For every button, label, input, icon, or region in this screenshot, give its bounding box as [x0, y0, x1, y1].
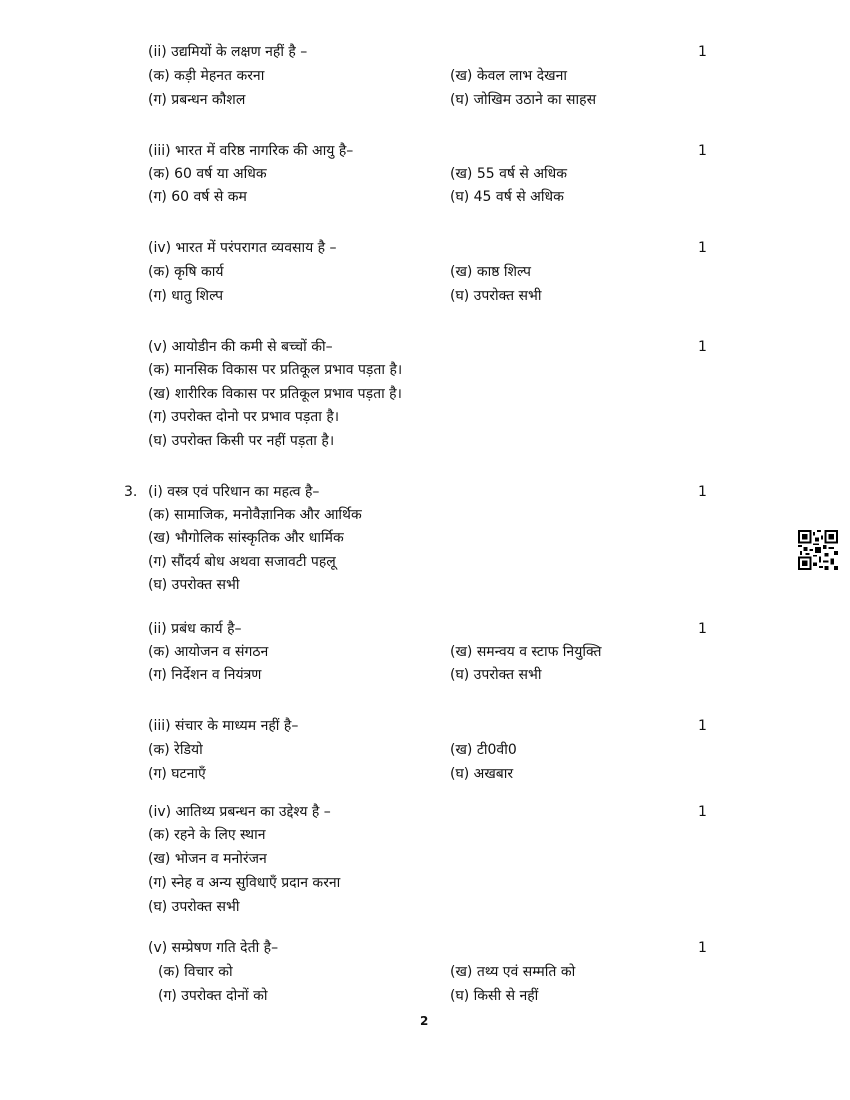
question-label: (iii) संचार के माध्यम नहीं है– [148, 718, 299, 734]
option: (ख) टी0वी0 [450, 742, 517, 758]
option: (क) आयोजन व संगठन [148, 644, 269, 660]
option: (घ) अखबार [450, 766, 514, 782]
question-label: (v) आयोडीन की कमी से बच्चों की– [148, 339, 333, 355]
option: (घ) 45 वर्ष से अधिक [450, 189, 564, 205]
option: (ग) उपरोक्त दोनो पर प्रभाव पड़ता है। [148, 409, 340, 425]
option: (ख) तथ्य एवं सम्मति को [450, 964, 576, 980]
option: (ग) उपरोक्त दोनों को [158, 988, 268, 1004]
option: (ग) स्नेह व अन्य सुविधाएँ प्रदान करना [148, 875, 341, 891]
question-label: (ii) प्रबंध कार्य है– [148, 621, 242, 637]
question-label: (iv) आतिथ्य प्रबन्धन का उद्देश्य है – [148, 804, 331, 820]
option: (ग) घटनाएँ [148, 766, 206, 782]
question-marks: 1 [698, 621, 707, 637]
question-marks: 1 [698, 143, 707, 159]
option: (क) सामाजिक, मनोवैज्ञानिक और आर्थिक [148, 507, 362, 523]
option: (ख) भौगोलिक सांस्कृतिक और धार्मिक [148, 530, 344, 546]
question-label: (i) वस्त्र एवं परिधान का महत्व है– [148, 484, 320, 500]
option: (ग) धातु शिल्प [148, 288, 224, 304]
option: (क) विचार को [158, 964, 233, 980]
option: (घ) उपरोक्त सभी [148, 577, 240, 593]
question-marks: 1 [698, 940, 707, 956]
question-marks: 1 [698, 804, 707, 820]
question-marks: 1 [698, 44, 707, 60]
option: (क) रहने के लिए स्थान [148, 827, 266, 843]
page-number: 2 [420, 1014, 429, 1028]
option: (घ) किसी से नहीं [450, 988, 539, 1004]
option: (घ) जोखिम उठाने का साहस [450, 92, 597, 108]
option: (ख) शारीरिक विकास पर प्रतिकूल प्रभाव पड़ता है। [148, 386, 402, 402]
option: (ग) 60 वर्ष से कम [148, 189, 247, 205]
option: (ख) समन्वय व स्टाफ नियुक्ति [450, 644, 602, 660]
option: (घ) उपरोक्त किसी पर नहीं पड़ता है। [148, 433, 335, 449]
question-label: (iv) भारत में परंपरागत व्यवसाय है – [148, 240, 337, 256]
question-label: (v) सम्प्रेषण गति देती है– [148, 940, 279, 956]
option: (ख) 55 वर्ष से अधिक [450, 166, 568, 182]
question-marks: 1 [698, 240, 707, 256]
question-label: (ii) उद्यमियों के लक्षण नहीं है – [148, 44, 308, 60]
option: (घ) उपरोक्त सभी [148, 899, 240, 915]
option: (क) कृषि कार्य [148, 264, 224, 280]
option: (ख) भोजन व मनोरंजन [148, 851, 267, 867]
option: (क) रेडियो [148, 742, 203, 758]
option: (क) 60 वर्ष या अधिक [148, 166, 267, 182]
option: (ग) निर्देशन व नियंत्रण [148, 667, 262, 683]
qr-code-icon [798, 530, 838, 570]
option: (घ) उपरोक्त सभी [450, 667, 542, 683]
option: (ख) काष्ठ शिल्प [450, 264, 532, 280]
question-marks: 1 [698, 718, 707, 734]
question-label: (iii) भारत में वरिष्ठ नागरिक की आयु है– [148, 143, 354, 159]
question-marks: 1 [698, 484, 707, 500]
option: (ग) सौंदर्य बोध अथवा सजावटी पहलू [148, 554, 336, 570]
option: (क) कड़ी मेहनत करना [148, 68, 265, 84]
option: (घ) उपरोक्त सभी [450, 288, 542, 304]
question-number: 3. [124, 484, 138, 500]
option: (क) मानसिक विकास पर प्रतिकूल प्रभाव पड़ता है। [148, 362, 403, 378]
question-marks: 1 [698, 339, 707, 355]
option: (ग) प्रबन्धन कौशल [148, 92, 246, 108]
option: (ख) केवल लाभ देखना [450, 68, 567, 84]
